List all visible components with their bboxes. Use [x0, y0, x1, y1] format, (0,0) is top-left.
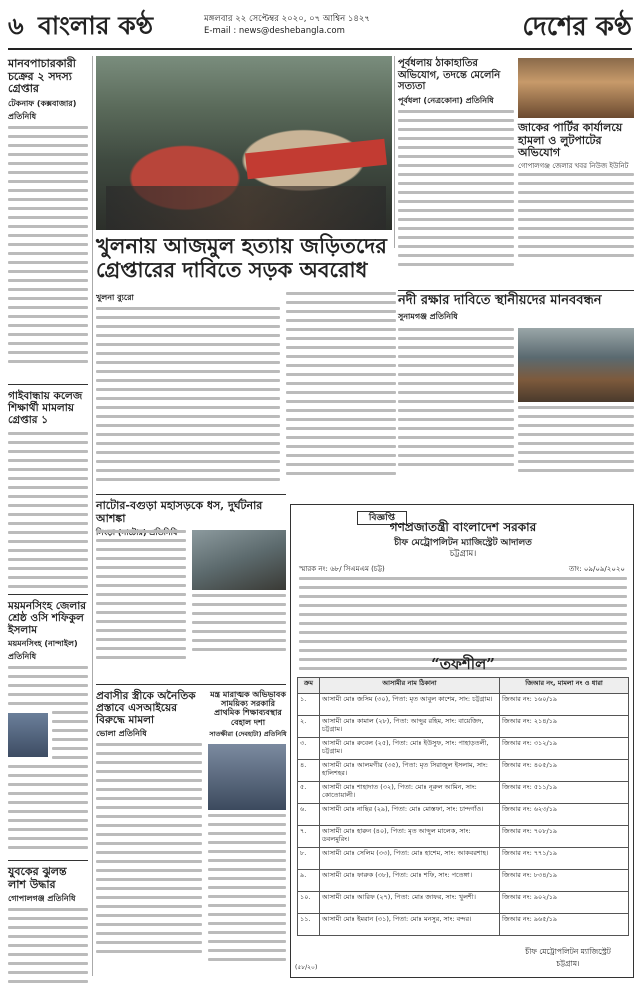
cell-accused: আসামী মোঃ ফারুক (৩৮), পিতা: মোঃ শফি, সাং: পতেঙ্গা। — [320, 870, 500, 892]
article-body — [96, 743, 202, 953]
cell-case: জিআর নং: ৫১১/১৯ — [500, 782, 629, 804]
cell-accused: আসামী মোঃ হারুন (৪০), পিতা: মৃত আব্দুল মালেক, সাং: ডবলমুরিং। — [320, 826, 500, 848]
table-row — [298, 892, 629, 914]
article-body — [398, 110, 514, 266]
headline: মন্ত্র মারাত্মক অভিভাবক সাময়িক্য সরকারি প্রাথমিক শিক্ষাব্যবস্থার বেহাল দশা — [210, 689, 286, 727]
cell-serial: ৫. — [298, 782, 320, 804]
cell-accused: আসামী মোঃ শাহাদাত (৩২), পিতা: মোঃ নূরুল আমিন, সাং: কোতোয়ালী। — [320, 782, 500, 804]
article-body — [8, 666, 88, 705]
notice-court: চীফ মেট্রোপলিটন ম্যাজিস্ট্রেট আদালত — [394, 538, 532, 548]
cell-accused: আসামী মোঃ সেলিম (৩৩), পিতা: মোঃ হাশেম, সাং: আকবরশাহ। — [320, 848, 500, 870]
table-row — [298, 848, 629, 870]
byline: টেকনাফ (কক্সবাজার) প্রতিনিধি — [8, 98, 77, 121]
protest-photo — [96, 56, 392, 230]
divider — [96, 494, 286, 495]
table-row — [298, 914, 629, 936]
table-row — [298, 760, 629, 782]
cell-accused: আসামী মোঃ কামাল (২৮), পিতা: আব্দুর রহিম, সাং: বায়েজিদ, চট্টগ্রাম। — [320, 716, 500, 738]
cell-serial: ৭. — [298, 826, 320, 848]
left-story-2 — [8, 390, 88, 594]
article-body — [208, 814, 286, 961]
article-body — [96, 530, 186, 659]
divider — [8, 860, 88, 861]
river-story — [398, 294, 634, 326]
river-story-body — [398, 328, 514, 472]
cell-case: জিআর নং: ৮৩৪/১৯ — [500, 870, 629, 892]
notice-label: বিজ্ঞপ্তি — [357, 511, 407, 525]
cell-case: জিআর নং: ১৬০/১৯ — [500, 694, 629, 716]
article-body — [96, 307, 280, 481]
headline: যুবকের ঝুলন্ত লাশ উদ্ধার — [8, 865, 67, 891]
byline: পূর্বধলা (নেত্রকোনা) প্রতিনিধি — [398, 95, 494, 105]
banner-shape — [245, 139, 387, 179]
byline: গোপালগঞ্জ প্রতিনিধি — [8, 894, 76, 904]
headline: নদী রক্ষার দাবিতে স্থানীয়দের মানববন্ধন — [398, 293, 602, 308]
cell-accused: আসামী মোঃ আলমগীর (৩৫), পিতা: মৃত সিরাজুল ইসলাম, সাং: হালিশহর। — [320, 760, 500, 782]
headline: জাকের পার্টির কার্যালয়ে হামলা ও লুটপাটের অভিযোগ — [518, 121, 623, 160]
cell-serial: ১. — [298, 694, 320, 716]
email: E-mail : news@deshebangla.com — [204, 26, 345, 36]
notice-city: চট্টগ্রাম। — [449, 549, 477, 559]
left-story-3 — [8, 600, 88, 855]
signature: চীফ মেট্রোপলিটন ম্যাজিস্ট্রেট চট্টগ্রাম। — [525, 947, 611, 968]
cell-serial: ১১. — [298, 914, 320, 936]
column-divider — [394, 56, 395, 248]
cell-case: জিআর নং: ৭০৮/১৯ — [500, 826, 629, 848]
officer-photo — [8, 713, 48, 757]
cell-case: জিআর নং: ৪০৫/১৯ — [500, 760, 629, 782]
schedule-title: “তফশীল” — [431, 655, 495, 673]
byline: ময়মনসিংহ (নান্দাইল) প্রতিনিধি — [8, 639, 78, 662]
byline: খুলনা ব্যুরো — [96, 293, 134, 302]
cell-serial: ৯. — [298, 870, 320, 892]
section-title: দেশের কণ্ঠ — [522, 12, 632, 42]
cell-serial: ৬. — [298, 804, 320, 826]
headline: প্রবাসীর স্ত্রীকে অনৈতিক প্রস্তাবে এসআইয়ের বিরুদ্ধে মামলা — [96, 690, 196, 727]
table-row — [298, 738, 629, 760]
right-story-1 — [398, 58, 514, 272]
main-headline-line-1: খুলনায় আজমুল হত্যায় জড়িতদের — [96, 233, 387, 258]
cell-case: জিআর নং: ২১৪/১৯ — [500, 716, 629, 738]
cell-serial: ২. — [298, 716, 320, 738]
article-body — [518, 406, 634, 472]
col-case: জিআর নং, মামলা নং ও ধারা — [500, 678, 629, 694]
cell-accused: আসামী মোঃ ইমরান (৩১), পিতা: মোঃ মনসুর, সাং: বন্দর। — [320, 914, 500, 936]
col-serial: ক্রম — [298, 678, 320, 694]
column-divider — [92, 56, 93, 976]
table-row — [298, 870, 629, 892]
person-photo — [208, 744, 286, 810]
highway-story-body-col2 — [192, 594, 286, 657]
divider — [96, 684, 286, 685]
cell-case: জিআর নং: ৭৭১/১৯ — [500, 848, 629, 870]
cell-accused: আসামী মোঃ রুবেল (২৫), পিতা: মোঃ ইউসুফ, সাং: পাহাড়তলী, চট্টগ্রাম। — [320, 738, 500, 760]
col-accused: আসামীর নাম ঠিকানা — [320, 678, 500, 694]
table-row — [298, 826, 629, 848]
byline: সুনামগঞ্জ প্রতিনিধি — [398, 311, 458, 321]
headline: গাইবান্ধায় কলেজ শিক্ষার্থী মামলায় গ্রেপ্তার ১ — [8, 390, 83, 427]
page-number: ৬ — [8, 12, 24, 40]
headline: মানবপাচারকারী চক্রের ২ সদস্য গ্রেপ্তার — [8, 57, 76, 96]
cell-accused: আসামী মোঃ আরিফ (২৭), পিতা: মোঃ জাফর, সাং: খুলশী। — [320, 892, 500, 914]
divider — [8, 384, 88, 385]
table-row — [298, 694, 629, 716]
table-row — [298, 804, 629, 826]
notice-date: তাং: ০৯/০৯/২০২০ — [569, 565, 625, 573]
article-body — [8, 126, 88, 363]
human-chain-photo — [518, 328, 634, 402]
table-row — [298, 716, 629, 738]
expat-story-body-col2 — [208, 814, 286, 967]
cell-accused: আসামী মোঃ নাছির (২৯), পিতা: মোঃ মোস্তফা, সাং: চান্দগাঁও। — [320, 804, 500, 826]
notice-ref: স্মারক নং: ৬৮/ সিএমএম (চট্ট) — [299, 565, 385, 573]
dateline: মঙ্গলবার ২২ সেপ্টেম্বর ২০২০, ০৭ আশ্বিন ১৪২৭ — [204, 14, 370, 24]
river-story-body-col2 — [518, 406, 634, 478]
article-body — [192, 594, 286, 651]
left-story-4 — [8, 866, 88, 983]
notice-header — [297, 511, 629, 559]
cell-serial: ৪. — [298, 760, 320, 782]
main-story-body-col2 — [286, 292, 396, 481]
road-collapse-photo — [192, 530, 286, 590]
right-story-2 — [518, 122, 634, 263]
highway-story-body — [96, 530, 186, 665]
headline: পূর্বধলায় ঠাকাহাতির অভিযোগ, তদন্তে মেলেনি সত্যতা — [398, 58, 501, 92]
article-body — [52, 711, 88, 765]
main-story-body — [96, 290, 280, 487]
court-notice — [290, 504, 634, 978]
article-body — [518, 173, 634, 257]
cell-case: জিআর নং: ৯০২/১৯ — [500, 892, 629, 914]
article-body — [286, 292, 396, 475]
main-headline-line-2: গ্রেপ্তারের দাবিতে সড়ক অবরোধ — [96, 257, 368, 283]
byline: সাতক্ষীরা (দেবহাটা) প্রতিনিধি — [209, 729, 287, 738]
table-row — [298, 782, 629, 804]
expat-story — [96, 690, 202, 959]
cell-case: জিআর নং: ৯৬৫/১৯ — [500, 914, 629, 936]
cell-serial: ৮. — [298, 848, 320, 870]
cell-case: জিআর নং: ৩১২/১৯ — [500, 738, 629, 760]
article-body — [8, 908, 88, 983]
cell-serial: ১০. — [298, 892, 320, 914]
teacher-story — [208, 690, 288, 742]
article-body — [8, 765, 88, 849]
headline: ময়মনসিংহ জেলার শ্রেষ্ঠ ওসি শফিকুল ইসলাম — [8, 600, 87, 637]
brand-title: বাংলার কণ্ঠ — [38, 11, 154, 40]
notice-government: গণপ্রজাতন্ত্রী বাংলাদেশ সরকার — [389, 520, 537, 534]
schedule-table — [297, 677, 629, 936]
cell-accused: আসামী মোঃ জসিম (৩০), পিতা: মৃত আবুল কাশেম, সাং: চট্টগ্রাম। — [320, 694, 500, 716]
vandalism-photo — [518, 58, 634, 118]
left-story-1 — [8, 58, 88, 369]
cell-serial: ৩. — [298, 738, 320, 760]
divider — [8, 594, 88, 595]
caption: গোপালগঞ্জ জেলার খবর নিউজ ইউনিট — [518, 161, 629, 170]
byline: ভোলা প্রতিনিধি — [96, 729, 147, 739]
article-body — [8, 432, 88, 588]
masthead — [8, 6, 632, 50]
cell-case: জিআর নং: ৬২৩/১৯ — [500, 804, 629, 826]
notice-code: (৫৮/২০) — [295, 964, 318, 971]
divider — [398, 290, 634, 291]
article-body — [398, 328, 514, 466]
headline: নাটোর-বগুড়া মহাসড়কে ধস, দুর্ঘটনার আশঙ্কা — [96, 499, 263, 525]
